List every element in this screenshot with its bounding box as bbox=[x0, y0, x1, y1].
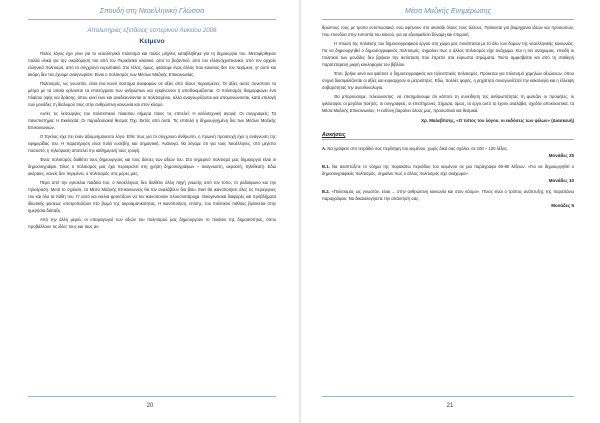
paragraph: Έτσι, βρήκε κενό και φαύτισε ο δημοσιογραφικός και τηλεοπτικός πολιτισμός. Πρόκειται για πολιτισμό χαμηλών αξιώσεων, όπου συχνά διασφαλίζονται οι αξίες και κυριαρχούν οι μετριότητες. Εδώ, πολλές φορές, η ρηχότητα συναγωνίζεται την κακολογία και η έλλειψη σοβαρότητας την ανευθυνολογία. bbox=[322, 71, 574, 90]
right-page bbox=[300, 0, 600, 423]
question-marks: Μονάδες 5 bbox=[551, 203, 574, 208]
paragraph: Πολιτισμός, ως γνωστόν, είναι ένα κοινό σύστημα αναφορών σε αξίες από όλους περασμένες. Οι αξίες αυτές συνιστούν τα μέτρα με τα οποία κρίνονται τα επιτεύγματα των ανθρώπων και εγκρίνονται ή αποδοκιμάζονται. Ο πολιτισμός διαμορφώνει ένα πλαίσιο (ιφής και δράσης, όπου κινεί έων και αναδεικνύονται οι πολιτισμένοι, αλλά αναγνωρίζονται και απομονώνονται, κατά επιλογή των μονάδες τη διαλυμού τους στην ανθρώπινη κοινωνία και στον κόσμο. bbox=[28, 81, 276, 107]
paragraph: Πέρα από την εγκύκλια παιδεία του, ο Νεοέλληνας δεν διαθέτει άλλη πηγή γνώσης από τον τύπο, το ραδιόφωνο και την τηλεόραση. Μετά το σχολείο, τα Μέσα Μαζικής Επικοινωνίας θα τον αναλάβουν δια βίου. Εκεί θα ικανοποιήσει όλες τις περιέργειες του και όλα τα πάθη του. Γι' αυτό και εκείνα φροντίζουν να τον ικανοποιούν πλουσιοπάροχα. Οικογενειακά διαφορές και προβλήματα ιδιωτικής φύσεως υποτροπιάζουν στο βωμό της ακροαματικότητας. Η ικανοποίηση, επίσης, του πολιτικού πάθους βρίσκεται στην ημερήσια διάταξη. bbox=[28, 180, 276, 213]
question-a bbox=[322, 145, 574, 152]
footer-rule-right bbox=[322, 396, 574, 397]
header-rule-left bbox=[28, 19, 276, 20]
question-marks: Μονάδες 25 bbox=[548, 153, 574, 158]
question-label: Β.1. bbox=[322, 164, 330, 169]
footer-rule-left bbox=[28, 396, 276, 397]
running-header-right: Μέσα Μαζικής Ενημέρωσης bbox=[405, 8, 491, 15]
text-title: Κείμενο bbox=[139, 38, 165, 45]
paragraph: Θα μπορούσαμε, τελειώνοντας, να επισημάνουμε ότι κάποτε τη συνείδηση της ανθρωπότητας τη φώτιζαν οι προφήτες, οι φιλόσοφοι, οι μεγάλοι ποιητές, οι συγγραφείς, οι επιστήμονες. Σήμερα, όμως, το έργο αυτό το έχουν αναλάβει, σχεδόν αποκλειστικά, τα Μέσα Μαζικής Επικοινωνίας. Η ευθύνη βαραίνει όλους μας, προσωπικά και θεσμικά. bbox=[322, 94, 574, 113]
question-text: Να γράψετε στο τετράδιό σας περίληψη του κειμένου, χωρίς δικά σας σχόλια, σε 100 – 120 λέξεις. bbox=[327, 146, 509, 151]
running-header-left: Σπουδή στη Νεοελληνική Γλώσσα bbox=[99, 8, 205, 15]
question-b2 bbox=[322, 188, 574, 202]
source-attribution: Χρ. Μαλεβίτσης, «Ο τύπος του λόγου, οι εκδόσεις των φίλων» (Διασκευή) bbox=[421, 118, 574, 123]
question-label: Α. bbox=[322, 146, 327, 151]
question-marks: Μονάδες 10 bbox=[548, 178, 574, 183]
page-number-right: 21 bbox=[446, 403, 454, 409]
question-label: Β.2. bbox=[322, 189, 330, 194]
paragraph: Από την άλλη μεριά, οι υπαραγωγοί των αξιών του πολιτισμού μας δημιουργούν το πλαίσιο της δημοσιότητας, όπου προβάλλουν τις ιδέες τους και τους αν- bbox=[28, 217, 276, 229]
question-text: «Πολιτισμός ως γνωστόν, είναι ... στην ανθρώπινη κοινωνία και στον κόσμο». Ποιος είναι ο τρόπος ανάπτυξης της παραπάνω παραγράφου; Να δικαιολογήσετε την απάντησή σας. bbox=[322, 189, 574, 201]
paragraph: θρώπους τους με τρόπο εντυπωσιακό, ενώ αφήνουν στο σκοτάδι όλους τους άλλους. Πρόκειται για βιομηχανία ιδεών και προσώπων, που επενδύει στην ευπιστία του κοινού, για να εξασφαλίσει δύναμη και επιρροή. bbox=[322, 25, 574, 37]
paragraph: Ένας πολιτισμός διαθέτει τους δημιουργούς και τους δέκτες των αξιών του. Στο σημερινό πολιτισμό μας δημιουργοί είναι οι δημοσιογράφοι. Όλος ο πολιτισμός μας έχει περιοριστεί στη χρήση δημοσιογράφων – αναγνωστη, ακροατή, τηλεθεατή. Εδώ ακέραιες, κανείς δεν περιμένει, ο πολιτισμός στις μέρες μας. bbox=[28, 157, 276, 176]
page-number-left: 20 bbox=[146, 403, 154, 409]
question-text: Να αναπτύξετε το νόημα της παρακάτω περιόδου του κειμένου σε μια παράγραφο 60-80 λέξεων: «Για να δημιουργηθεί ο δημοσιογραφικός πολιτισμός, σημαίνει πως ο άλλος πολιτισμός είχε ανάχωμα». bbox=[322, 164, 574, 176]
paragraph: Πολύς λόγος έχει γίνει για το νεοελληνικό πολιτισμό και πολύς μόχθος καταβλήθηκε για τη δημιουργία του. Μεταφέρθηκαν πολλά υλικά για την οικοδόμησή του από τον Περικλεϊκό κλασικό, από το βυζαντινό, από τον ελληνοχριστιανικό, από τον αρχαίο ελληνικό πολιτισμό, από το σύγχρονο ευρωπαϊκό. Στο τέλος, όμως, φτάσαμε ένας άλλος που κανένας δεν τον περίμενε, γι' αυτό και ακόμη δεν τον έχουμε αναγνωρίσει. Είναι ο πολιτισμός των Μέσων Μαζικής Επικοινωνίας. bbox=[28, 51, 276, 77]
exercises-rule bbox=[322, 139, 574, 140]
paragraph: Ο Έγελος είχε πει έναν αξιομνημόνευτο λόγο. Είπε πως για το σύγχρονο άνθρωπο, η πρωινή προσευχή έχει η ανάγνωση της εφημερίδας του. Η παρατήρηση είναι πολύ ευσεβής και σημαντική. Ανάλογα, θα λέγαμε ότι για τους Νεοέλληνες, στο μέγιστο ποσοστό, η τηλεόραση αποτελεί την καθημερινή τους τροφή. bbox=[28, 134, 276, 153]
question-b1 bbox=[322, 163, 574, 177]
paragraph: Η πτώση της πολιτικής του δημοσιογραφικού έργου στη χώρα μας συνάπτεται με το όλο των δομών της νεοελληνικής κοινωνίας. Για να δημιουργηθεί ο δημοσιογραφικός πολιτισμός, σημαίνει πως ο άλλος πολιτισμός είχε ανάχωμα. Και η τον αναχωμας, επειδή οι πολιτικοί των μονάδες δεν βρήκαν την αντίσταση που έπρεπε στα εύρωστα στρώματα. Τούτο αμφισβείται και από τη σταθερή παρατεταμένη μικρή κυκλοφορία του βιβλίου. bbox=[322, 41, 574, 67]
exam-subtitle: Απολυτήριες εξετάσεις εσπερινού Λυκείου 2006 bbox=[87, 27, 217, 34]
paragraph: Αυτές τις λειτουργίες του πολιτιστικού πλαισίου σήμερα ποιος τις επιτελεί; Η καλλιτεχνική αγορά; Οι συγγραφείς; Τα πανεπιστήμια; Η Εκκλησία; Οι παραδοσιακοί θεσμοί; Όχι. Εκτός από αυτά. Τις επιτελεί η δημιουργημένη δια των Μέσων Μαζικής Επικοινωνιών. bbox=[28, 111, 276, 130]
exercises-heading: Ασκήσεις bbox=[322, 132, 346, 138]
